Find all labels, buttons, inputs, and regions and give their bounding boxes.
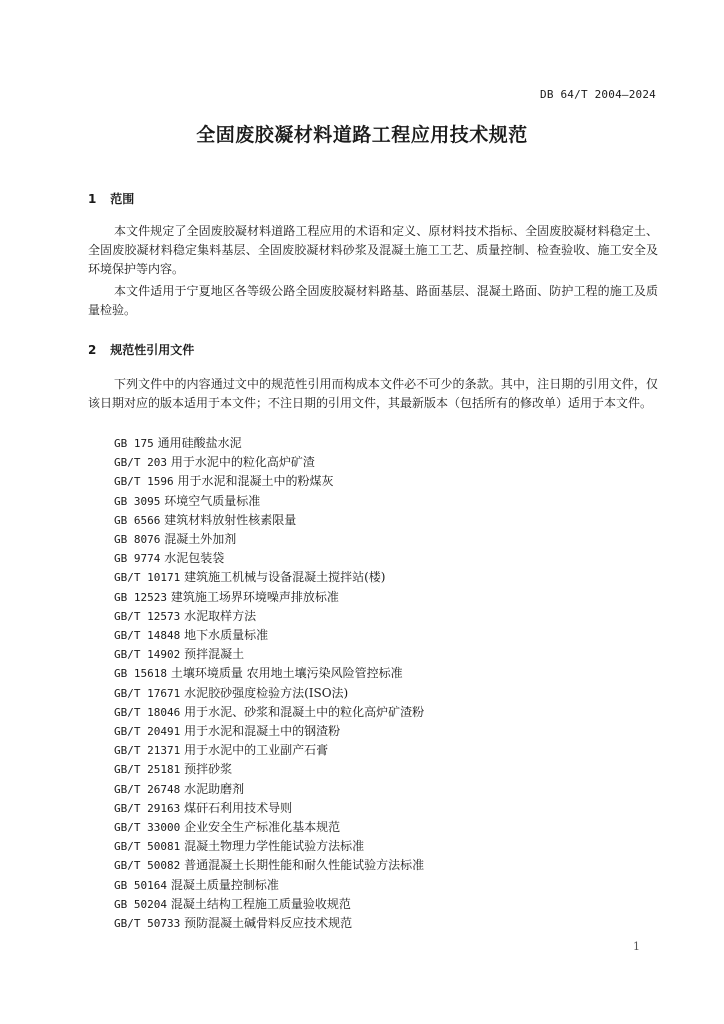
reference-code: GB 6566: [114, 513, 161, 527]
reference-item: [114, 780, 424, 799]
standard-code: DB 64/T 2004—2024: [540, 88, 656, 101]
section-2-heading: [88, 341, 194, 358]
reference-code: GB/T 10171: [114, 571, 181, 585]
reference-code: GB 9774: [114, 552, 161, 566]
reference-item: [114, 856, 424, 875]
reference-code: GB/T 1596: [114, 475, 174, 489]
reference-code: GB/T 18046: [114, 705, 181, 719]
reference-item: [114, 741, 424, 760]
page-number: 1: [633, 940, 640, 953]
reference-title: 地下水质量标准: [184, 628, 269, 643]
reference-item: [114, 530, 424, 549]
reference-title: 煤矸石利用技术导则: [184, 800, 293, 815]
reference-item: [114, 914, 424, 933]
reference-item: [114, 568, 424, 587]
reference-title: 混凝土质量控制标准: [170, 877, 279, 892]
reference-title: 企业安全生产标准化基本规范: [184, 820, 341, 835]
section-1-heading: [88, 190, 134, 207]
section-number: 1: [88, 192, 97, 206]
reference-code: GB/T 17671: [114, 686, 181, 700]
reference-item: [114, 876, 424, 895]
reference-item: [114, 434, 424, 453]
reference-item: [114, 645, 424, 664]
reference-title: 混凝土外加剂: [164, 532, 237, 547]
reference-item: [114, 549, 424, 568]
reference-title: 用于水泥、砂浆和混凝土中的粒化高炉矿渣粉: [184, 704, 425, 719]
reference-code: GB/T 33000: [114, 821, 181, 835]
reference-code: GB/T 203: [114, 456, 167, 470]
reference-title: 建筑材料放射性核素限量: [164, 512, 297, 527]
reference-item: [114, 837, 424, 856]
reference-item: [114, 684, 424, 703]
section-title: 规范性引用文件: [110, 343, 195, 357]
reference-item: [114, 453, 424, 472]
reference-code: GB 15618: [114, 667, 167, 681]
reference-item: [114, 799, 424, 818]
section-title: 范围: [110, 192, 135, 206]
reference-item: [114, 664, 424, 683]
section-1-paragraph-1: 本文件规定了全固废胶凝材料道路工程应用的术语和定义、原材料技术指标、全固废胶凝材料稳定土、全固废胶凝材料稳定集料基层、全固废胶凝材料砂浆及混凝土施工工艺、质量控制、检查验收、施工安全及环境保护等内容。: [88, 224, 658, 276]
reference-code: GB/T 29163: [114, 801, 181, 815]
document-title: 全固废胶凝材料道路工程应用技术规范: [196, 124, 528, 146]
reference-code: GB/T 50081: [114, 840, 181, 854]
reference-code: GB/T 50082: [114, 859, 181, 873]
reference-item: [114, 511, 424, 530]
reference-title: 土壤环境质量 农用地土壤污染风险管控标准: [170, 666, 403, 681]
reference-title: 水泥胶砂强度检验方法(ISO法): [184, 685, 349, 700]
reference-code: GB/T 20491: [114, 725, 181, 739]
reference-title: 用于水泥中的工业副产石膏: [184, 743, 329, 758]
reference-code: GB/T 14848: [114, 629, 181, 643]
reference-title: 建筑施工机械与设备混凝土搅拌站(楼): [184, 570, 386, 585]
reference-title: 建筑施工场界环境噪声排放标准: [170, 589, 339, 604]
reference-code: GB 12523: [114, 590, 167, 604]
reference-code: GB 50164: [114, 878, 167, 892]
reference-item: [114, 472, 424, 491]
reference-code: GB/T 50733: [114, 917, 181, 931]
reference-code: GB 3095: [114, 494, 161, 508]
reference-code: GB/T 12573: [114, 609, 181, 623]
reference-item: [114, 607, 424, 626]
reference-title: 预拌混凝土: [184, 647, 245, 662]
reference-item: [114, 588, 424, 607]
reference-item: [114, 722, 424, 741]
reference-title: 水泥包装袋: [164, 551, 225, 566]
reference-item: [114, 626, 424, 645]
reference-title: 用于水泥和混凝土中的粉煤灰: [177, 474, 334, 489]
reference-title: 混凝土物理力学性能试验方法标准: [184, 839, 365, 854]
reference-item: [114, 760, 424, 779]
section-2-paragraph-1: 下列文件中的内容通过文中的规范性引用而构成本文件必不可少的条款。其中，注日期的引用文件，仅该日期对应的版本适用于本文件；不注日期的引用文件，其最新版本（包括所有的修改单）适用于本文件。: [88, 377, 658, 410]
reference-item: [114, 895, 424, 914]
reference-title: 水泥助磨剂: [184, 781, 245, 796]
reference-code: GB 50204: [114, 897, 167, 911]
reference-code: GB/T 14902: [114, 648, 181, 662]
reference-item: [114, 492, 424, 511]
reference-title: 普通混凝土长期性能和耐久性能试验方法标准: [184, 858, 425, 873]
reference-code: GB/T 21371: [114, 744, 181, 758]
reference-code: GB/T 25181: [114, 763, 181, 777]
reference-item: [114, 818, 424, 837]
section-1-paragraph-2: 本文件适用于宁夏地区各等级公路全固废胶凝材料路基、路面基层、混凝土路面、防护工程的施工及质量检验。: [88, 284, 658, 317]
reference-title: 水泥取样方法: [184, 608, 257, 623]
reference-title: 预拌砂浆: [184, 762, 233, 777]
section-number: 2: [88, 343, 97, 357]
reference-title: 用于水泥中的粒化高炉矿渣: [170, 455, 315, 470]
reference-title: 混凝土结构工程施工质量验收规范: [170, 896, 351, 911]
reference-item: [114, 703, 424, 722]
reference-title: 环境空气质量标准: [164, 493, 261, 508]
reference-code: GB/T 26748: [114, 782, 181, 796]
reference-code: GB 8076: [114, 533, 161, 547]
reference-title: 用于水泥和混凝土中的钢渣粉: [184, 724, 341, 739]
reference-title: 预防混凝土碱骨料反应技术规范: [184, 916, 353, 931]
reference-title: 通用硅酸盐水泥: [157, 436, 242, 450]
normative-reference-list: [114, 434, 424, 933]
reference-code: GB 175: [114, 437, 154, 450]
